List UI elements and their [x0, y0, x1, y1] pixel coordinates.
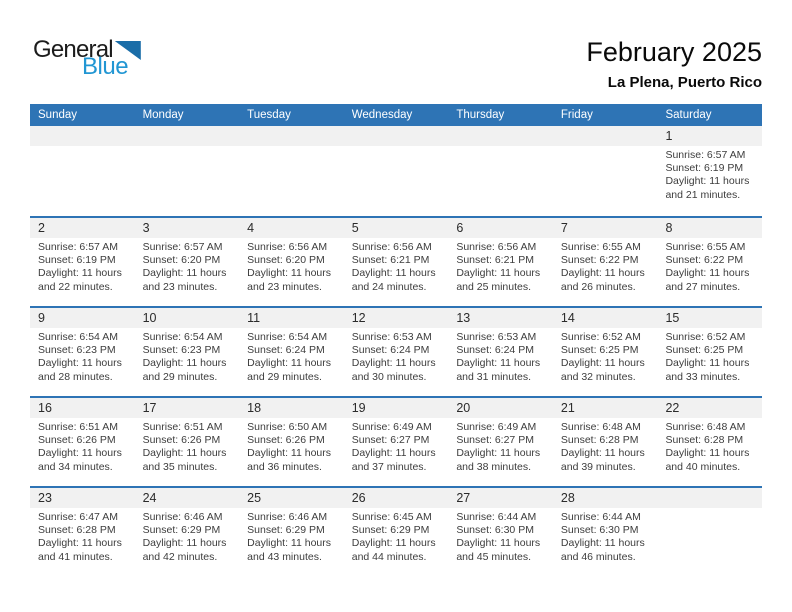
- day-cell-empty: [30, 146, 135, 202]
- day-number-stripe: [30, 218, 762, 238]
- calendar-table: [30, 104, 762, 576]
- day-number-14: 14: [560, 311, 575, 325]
- day-cell-26: [344, 508, 449, 564]
- sun-info-line: and 34 minutes.: [38, 460, 113, 473]
- day-cell-empty: [657, 508, 762, 564]
- day-number-5: 5: [351, 221, 359, 235]
- day-cell-9: [30, 328, 135, 384]
- day-number-20: 20: [456, 401, 471, 415]
- day-details-row: [30, 508, 762, 564]
- weekday-header-sunday: Sunday: [38, 109, 78, 121]
- weekday-header-thursday: Thursday: [456, 109, 505, 121]
- day-number-15: 15: [665, 311, 680, 325]
- sun-info-line: Daylight: 11 hours: [247, 357, 332, 370]
- day-number-1: 1: [665, 129, 673, 143]
- sun-info-line: and 24 minutes.: [351, 280, 427, 293]
- day-cell-6: [448, 238, 553, 294]
- logo-text-general: General: [33, 36, 113, 63]
- day-cell-4: [239, 238, 344, 294]
- sun-info-line: and 33 minutes.: [665, 370, 741, 383]
- sun-info-line: Sunrise: 6:46 AM: [142, 511, 223, 523]
- day-number-18: 18: [247, 401, 262, 415]
- sun-info-line: Sunrise: 6:54 AM: [247, 331, 328, 343]
- day-number-3: 3: [142, 221, 150, 235]
- sun-info-line: Sunset: 6:25 PM: [560, 344, 639, 357]
- sun-info-line: Sunset: 6:19 PM: [38, 254, 116, 267]
- day-cell-15: [657, 328, 762, 384]
- sun-info-line: Sunset: 6:29 PM: [247, 524, 325, 537]
- sun-info-line: Daylight: 11 hours: [38, 537, 122, 550]
- sun-info-line: Daylight: 11 hours: [351, 357, 436, 370]
- day-cell-5: [344, 238, 449, 294]
- sun-info-line: and 31 minutes.: [456, 370, 532, 383]
- sun-info-line: and 23 minutes.: [142, 280, 218, 293]
- sun-info-line: Sunrise: 6:54 AM: [142, 331, 223, 343]
- sun-info-line: Daylight: 11 hours: [560, 357, 645, 370]
- sun-info-line: Daylight: 11 hours: [142, 357, 227, 370]
- sun-info-line: and 36 minutes.: [247, 460, 322, 473]
- day-number-stripe: [30, 308, 762, 328]
- sun-info-line: and 40 minutes.: [665, 460, 741, 473]
- day-cell-17: [135, 418, 240, 474]
- sun-info-line: and 26 minutes.: [560, 280, 636, 293]
- sun-info-line: Daylight: 11 hours: [38, 267, 122, 280]
- day-cell-20: [448, 418, 553, 474]
- sun-info-line: Sunrise: 6:52 AM: [560, 331, 641, 343]
- sun-info-line: Sunrise: 6:52 AM: [665, 331, 746, 343]
- sun-info-line: Sunset: 6:26 PM: [38, 434, 116, 447]
- day-number-empty: [135, 126, 240, 146]
- sun-info-line: Daylight: 11 hours: [247, 537, 332, 550]
- sun-info-line: Sunset: 6:29 PM: [142, 524, 221, 537]
- sun-info-line: Daylight: 11 hours: [142, 267, 227, 280]
- sun-info-line: Daylight: 11 hours: [247, 267, 332, 280]
- logo-text-blue: Blue: [82, 53, 129, 80]
- day-cell-27: [448, 508, 553, 564]
- sun-info-line: Sunrise: 6:51 AM: [38, 421, 118, 433]
- sun-info-line: Sunrise: 6:46 AM: [247, 511, 328, 523]
- page-title: February 2025: [586, 37, 762, 67]
- day-cell-empty: [448, 146, 553, 202]
- sun-info-line: and 32 minutes.: [560, 370, 636, 383]
- sun-info-line: and 46 minutes.: [560, 550, 636, 563]
- day-cell-13: [448, 328, 553, 384]
- sun-info-line: Daylight: 11 hours: [456, 267, 541, 280]
- location-subtitle: La Plena, Puerto Rico: [607, 74, 762, 91]
- weekday-header-friday: Friday: [560, 109, 593, 121]
- day-cell-22: [657, 418, 762, 474]
- day-cell-1: [657, 146, 762, 202]
- sun-info-line: Sunset: 6:24 PM: [456, 344, 534, 357]
- day-number-11: 11: [247, 311, 261, 325]
- sun-info-line: Sunrise: 6:53 AM: [351, 331, 432, 343]
- sun-info-line: Sunset: 6:28 PM: [560, 434, 639, 447]
- sun-info-line: Daylight: 11 hours: [665, 175, 750, 188]
- sun-info-line: and 27 minutes.: [665, 280, 741, 293]
- day-details-row: [30, 238, 762, 294]
- sun-info-line: Sunset: 6:26 PM: [247, 434, 325, 447]
- day-cell-2: [30, 238, 135, 294]
- day-number-2: 2: [38, 221, 45, 235]
- day-number-10: 10: [142, 311, 157, 325]
- day-cell-3: [135, 238, 240, 294]
- sun-info-line: and 29 minutes.: [247, 370, 322, 383]
- day-number-28: 28: [560, 491, 575, 505]
- sun-info-line: Sunrise: 6:53 AM: [456, 331, 537, 343]
- sun-info-line: Sunrise: 6:49 AM: [351, 421, 432, 433]
- day-number-24: 24: [142, 491, 157, 505]
- weekday-header-wednesday: Wednesday: [351, 109, 413, 121]
- sun-info-line: Sunrise: 6:44 AM: [560, 511, 641, 523]
- sun-info-line: Daylight: 11 hours: [142, 537, 227, 550]
- day-cell-25: [239, 508, 344, 564]
- day-cell-11: [239, 328, 344, 384]
- day-number-stripe: [30, 398, 762, 418]
- sun-info-line: Daylight: 11 hours: [665, 447, 750, 460]
- day-cell-24: [135, 508, 240, 564]
- sun-info-line: Sunset: 6:22 PM: [560, 254, 639, 267]
- weekday-header-tuesday: Tuesday: [247, 109, 291, 121]
- general-blue-logo: [33, 38, 141, 79]
- sun-info-line: Sunset: 6:27 PM: [351, 434, 430, 447]
- day-number-12: 12: [351, 311, 366, 325]
- sun-info-line: Sunset: 6:29 PM: [351, 524, 430, 537]
- sun-info-line: and 43 minutes.: [247, 550, 322, 563]
- sun-info-line: and 28 minutes.: [38, 370, 113, 383]
- sun-info-line: Daylight: 11 hours: [560, 537, 645, 550]
- day-number-4: 4: [247, 221, 255, 235]
- sun-info-line: Daylight: 11 hours: [38, 447, 122, 460]
- sun-info-line: Sunrise: 6:57 AM: [38, 241, 118, 253]
- day-cell-empty: [135, 146, 240, 202]
- day-cell-14: [553, 328, 658, 384]
- sun-info-line: Sunrise: 6:56 AM: [456, 241, 537, 253]
- sun-info-line: and 21 minutes.: [665, 188, 741, 201]
- week-row-1: [30, 126, 762, 216]
- sun-info-line: Daylight: 11 hours: [456, 537, 541, 550]
- sun-info-line: Sunset: 6:23 PM: [142, 344, 221, 357]
- day-number-22: 22: [665, 401, 680, 415]
- day-number-empty: [344, 126, 449, 146]
- day-number-empty: [448, 126, 553, 146]
- day-cell-12: [344, 328, 449, 384]
- day-cell-21: [553, 418, 658, 474]
- sun-info-line: Daylight: 11 hours: [456, 357, 541, 370]
- sun-info-line: and 22 minutes.: [38, 280, 113, 293]
- sun-info-line: and 39 minutes.: [560, 460, 636, 473]
- sun-info-line: Sunrise: 6:48 AM: [560, 421, 641, 433]
- sun-info-line: and 38 minutes.: [456, 460, 532, 473]
- day-cell-18: [239, 418, 344, 474]
- sun-info-line: Daylight: 11 hours: [351, 537, 436, 550]
- week-row-4: [30, 396, 762, 486]
- sun-info-line: Daylight: 11 hours: [560, 447, 645, 460]
- sun-info-line: Sunrise: 6:50 AM: [247, 421, 328, 433]
- day-number-13: 13: [456, 311, 471, 325]
- day-number-empty: [30, 126, 135, 146]
- sun-info-line: Sunset: 6:19 PM: [665, 162, 744, 175]
- sun-info-line: Daylight: 11 hours: [351, 447, 436, 460]
- week-row-5: [30, 486, 762, 576]
- day-number-26: 26: [351, 491, 366, 505]
- weekday-header-row: [30, 104, 762, 126]
- day-cell-empty: [553, 146, 658, 202]
- sun-info-line: Sunrise: 6:47 AM: [38, 511, 118, 523]
- sun-info-line: Sunset: 6:30 PM: [456, 524, 534, 537]
- sun-info-line: Sunrise: 6:56 AM: [247, 241, 328, 253]
- sun-info-line: Sunset: 6:22 PM: [665, 254, 744, 267]
- sun-info-line: and 37 minutes.: [351, 460, 427, 473]
- sun-info-line: Sunset: 6:28 PM: [38, 524, 116, 537]
- sun-info-line: Sunrise: 6:44 AM: [456, 511, 537, 523]
- sun-info-line: Sunrise: 6:55 AM: [665, 241, 746, 253]
- day-cell-8: [657, 238, 762, 294]
- sun-info-line: Sunset: 6:24 PM: [351, 344, 430, 357]
- title-block: [586, 38, 762, 91]
- sun-info-line: Sunset: 6:27 PM: [456, 434, 534, 447]
- day-number-stripe: [30, 126, 762, 146]
- day-number-empty: [239, 126, 344, 146]
- day-cell-19: [344, 418, 449, 474]
- sun-info-line: and 30 minutes.: [351, 370, 427, 383]
- week-row-3: [30, 306, 762, 396]
- sun-info-line: Sunrise: 6:48 AM: [665, 421, 746, 433]
- sun-info-line: Daylight: 11 hours: [456, 447, 541, 460]
- sun-info-line: and 23 minutes.: [247, 280, 322, 293]
- sun-info-line: Sunset: 6:24 PM: [247, 344, 325, 357]
- day-number-16: 16: [38, 401, 52, 415]
- weekday-header-monday: Monday: [142, 109, 184, 121]
- day-number-19: 19: [351, 401, 366, 415]
- sun-info-line: Sunset: 6:20 PM: [247, 254, 325, 267]
- day-number-23: 23: [38, 491, 52, 505]
- sun-info-line: Sunset: 6:23 PM: [38, 344, 116, 357]
- sun-info-line: Sunrise: 6:56 AM: [351, 241, 432, 253]
- sun-info-line: and 35 minutes.: [142, 460, 218, 473]
- day-cell-empty: [239, 146, 344, 202]
- day-number-25: 25: [247, 491, 262, 505]
- sun-info-line: Daylight: 11 hours: [38, 357, 122, 370]
- sun-info-line: Sunrise: 6:57 AM: [665, 149, 746, 161]
- day-number-empty: [553, 126, 658, 146]
- day-details-row: [30, 328, 762, 384]
- sun-info-line: Daylight: 11 hours: [665, 267, 750, 280]
- sun-info-line: Daylight: 11 hours: [142, 447, 227, 460]
- day-number-stripe: [30, 488, 762, 508]
- sun-info-line: Sunrise: 6:57 AM: [142, 241, 223, 253]
- sun-info-line: and 45 minutes.: [456, 550, 532, 563]
- day-number-17: 17: [142, 401, 157, 415]
- day-number-9: 9: [38, 311, 45, 325]
- sun-info-line: Sunrise: 6:51 AM: [142, 421, 223, 433]
- sun-info-line: and 44 minutes.: [351, 550, 427, 563]
- sun-info-line: Sunrise: 6:45 AM: [351, 511, 432, 523]
- day-cell-empty: [344, 146, 449, 202]
- sun-info-line: and 29 minutes.: [142, 370, 218, 383]
- day-details-row: [30, 146, 762, 202]
- week-row-2: [30, 216, 762, 306]
- day-cell-7: [553, 238, 658, 294]
- day-number-empty: [657, 488, 762, 508]
- calendar-weeks: [30, 126, 762, 576]
- sun-info-line: and 42 minutes.: [142, 550, 218, 563]
- sun-info-line: and 41 minutes.: [38, 550, 113, 563]
- sun-info-line: Sunset: 6:20 PM: [142, 254, 221, 267]
- day-number-7: 7: [560, 221, 568, 235]
- day-number-21: 21: [560, 401, 575, 415]
- sun-info-line: Sunrise: 6:54 AM: [38, 331, 118, 343]
- day-number-8: 8: [665, 221, 673, 235]
- day-details-row: [30, 418, 762, 474]
- sun-info-line: Daylight: 11 hours: [351, 267, 436, 280]
- sun-info-line: Sunset: 6:30 PM: [560, 524, 639, 537]
- sun-info-line: Daylight: 11 hours: [560, 267, 645, 280]
- sun-info-line: Sunset: 6:28 PM: [665, 434, 744, 447]
- day-number-6: 6: [456, 221, 464, 235]
- sun-info-line: Sunset: 6:21 PM: [351, 254, 430, 267]
- sun-info-line: Sunset: 6:25 PM: [665, 344, 744, 357]
- sun-info-line: Sunset: 6:21 PM: [456, 254, 534, 267]
- sun-info-line: Daylight: 11 hours: [665, 357, 750, 370]
- day-number-27: 27: [456, 491, 471, 505]
- sun-info-line: and 25 minutes.: [456, 280, 532, 293]
- weekday-header-saturday: Saturday: [665, 109, 712, 121]
- sun-info-line: Daylight: 11 hours: [247, 447, 332, 460]
- day-cell-10: [135, 328, 240, 384]
- sun-info-line: Sunset: 6:26 PM: [142, 434, 221, 447]
- sun-info-line: Sunrise: 6:55 AM: [560, 241, 641, 253]
- day-cell-28: [553, 508, 658, 564]
- sun-info-line: Sunrise: 6:49 AM: [456, 421, 537, 433]
- day-cell-23: [30, 508, 135, 564]
- day-cell-16: [30, 418, 135, 474]
